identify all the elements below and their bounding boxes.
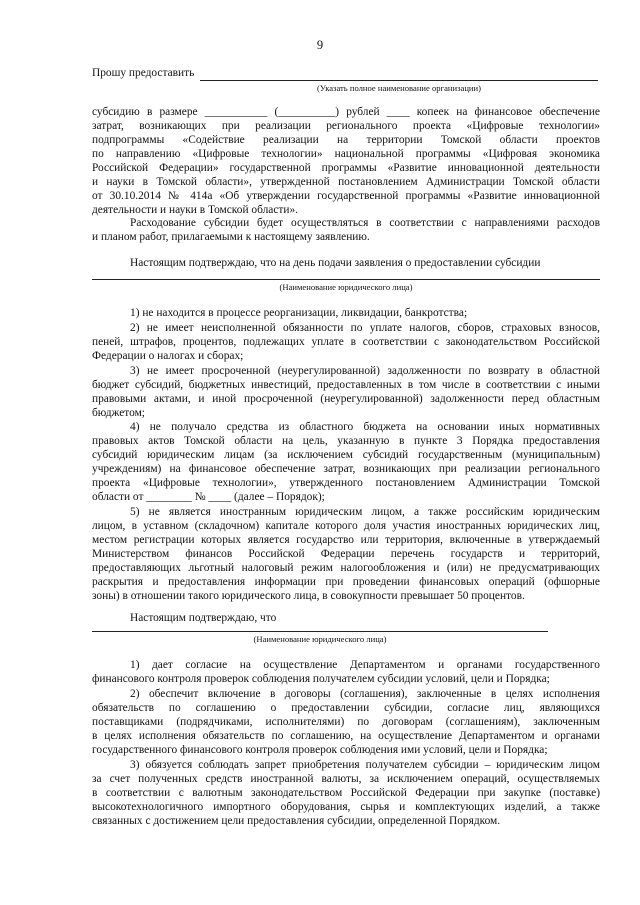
- condition-item: учреждениям) на финансовое обеспечение затрат, возникающих при реализации регионального: [92, 463, 600, 475]
- subsidy-line: деятельности и науки в Томской области».: [92, 204, 299, 216]
- legal-entity-caption: (Наименование юридического лица): [279, 282, 413, 292]
- subsidy-line: затрат, возникающих при реализации регионального проекта «Цифровые технологии»: [92, 120, 600, 132]
- subsidy-line: по направлению «Цифровые технологии» национальной программы «Цифровая экономика: [92, 148, 600, 160]
- commitment-item: высокотехнологичного импортного оборудования, сырья и комплектующих изделий, а также: [92, 801, 600, 813]
- commitment-item: 3) обязуется соблюдать запрет приобретения получателем субсидии – юридическим лицом: [130, 759, 600, 771]
- spending-line: и планом работ, прилагаемыми к настоящему заявлению.: [92, 231, 370, 243]
- subsidy-line: и науки в Томской области», утвержденной постановлением Администрации Томской области: [92, 176, 600, 188]
- condition-item: 2) не имеет неисполненной обязанности по уплате налогов, сборов, страховых взносов,: [130, 322, 600, 334]
- condition-item: 5) не является иностранным юридическим лицом, а также российским юридическим: [130, 506, 600, 518]
- confirmation-text: Настоящим подтверждаю, что: [130, 612, 277, 624]
- legal-entity-caption: (Наименование юридического лица): [253, 634, 387, 644]
- condition-item: Федерации о налогах и сборах;: [92, 350, 244, 362]
- condition-item: 4) не получало средства из областного бюджета на основании иных нормативных: [130, 421, 600, 433]
- subsidy-line: Российской Федерации» государственной программы «Развитие инновационной деятельности: [92, 162, 600, 174]
- commitment-item: в соответствии с валютным законодательством Российской Федерации при закупке (поставке): [92, 787, 600, 799]
- condition-item: проекта «Цифровые технологии», утвержденного постановлением Администрации Томской: [92, 477, 600, 489]
- subsidy-line: от 30.10.2014 № 414а «Об утверждении государственной программы «Развитие инновационной: [92, 190, 600, 202]
- commitment-item: 2) обеспечит включение в договоры (соглашения), заключенные в целях исполнения: [130, 688, 600, 700]
- commitment-item: обязательств по соглашению о предоставлении субсидии, согласие лиц, являющихся: [92, 702, 600, 714]
- commitment-item: за счет полученных средств иностранной валюты, за исключением операций, осуществляемых: [92, 773, 600, 785]
- commitment-item: связанных с достижением цели предоставления субсидии, определенной Порядком.: [92, 815, 501, 827]
- commitment-item: в целях исполнения обязательств по соглашению, на осуществление Департаментом и органами: [92, 730, 600, 742]
- condition-item: зоны) в отношении такого юридического лица, в совокупности превышает 50 процентов.: [92, 590, 525, 602]
- request-prompt: Прошу предоставить: [92, 67, 195, 79]
- page-number: 9: [316, 38, 324, 52]
- condition-item: 1) не находится в процессе реорганизации, ликвидации, банкротства;: [130, 307, 468, 319]
- condition-item: местом регистрации которых является государство или территория, включенные в утверждаемый: [92, 534, 600, 546]
- condition-item: предоставляющих льготный налоговый режим налогообложения и (или) не предусматривающих: [92, 562, 600, 574]
- condition-item: раскрытия и предоставления информации при проведении финансовых операций (офшорные: [92, 576, 600, 588]
- condition-item: 3) не имеет просроченной (неурегулированной) задолженности по возврату в областной: [130, 365, 600, 377]
- condition-item: лицом, в уставном (складочном) капитале которого доля участия иностранных юридических лиц,: [92, 520, 600, 532]
- condition-item: бюджетом;: [92, 407, 145, 419]
- condition-item: субсидий юридическим лицам (за исключением субсидий государственным (муниципальным): [92, 449, 600, 461]
- organization-caption: (Указать полное наименование организации): [317, 83, 481, 93]
- organization-name-line: [200, 80, 598, 81]
- commitment-item: государственного финансового контроля проверок соблюдения ими условий, цели и Порядка;: [92, 744, 548, 756]
- legal-entity-line: [92, 631, 548, 632]
- commitment-item: 1) дает согласие на осуществление Департаментом и органами государственного: [130, 659, 600, 671]
- condition-item: правовыми актами, и иной просроченной (неурегулированной) задолженности перед областным: [92, 393, 600, 405]
- condition-item: Министерством финансов Российской Федерации перечень государств и территорий,: [92, 548, 600, 560]
- commitment-item: поставщиками (подрядчиками, исполнителями) по договорам (соглашениям), заключенным: [92, 716, 600, 728]
- commitment-item: финансового контроля проверок соблюдения получателем субсидии условий, цели и Порядка;: [92, 673, 550, 685]
- condition-item: правовых актов Томской области на цель, указанную в пункте 3 Порядка предоставления: [92, 435, 600, 447]
- legal-entity-line: [92, 279, 600, 280]
- subsidy-line: подпрограммы «Содействие реализации на территории Томской области проектов: [92, 134, 600, 146]
- condition-item: бюджет субсидий, бюджетных инвестиций, предоставленных в том числе в соответствии с иными: [92, 379, 600, 391]
- spending-line: Расходование субсидии будет осуществляться в соответствии с направлениями расходов: [130, 217, 600, 229]
- condition-item: пеней, штрафов, процентов, подлежащих уплате в соответствии с законодательством Российской: [92, 336, 600, 348]
- condition-item: области от ________ № ____ (далее – Порядок);: [92, 491, 325, 503]
- confirmation-text: Настоящим подтверждаю, что на день подачи заявления о предоставлении субсидии: [130, 257, 541, 269]
- subsidy-line: субсидию в размере ___________ (__________) рублей ____ копеек на финансовое обеспечение: [92, 106, 600, 118]
